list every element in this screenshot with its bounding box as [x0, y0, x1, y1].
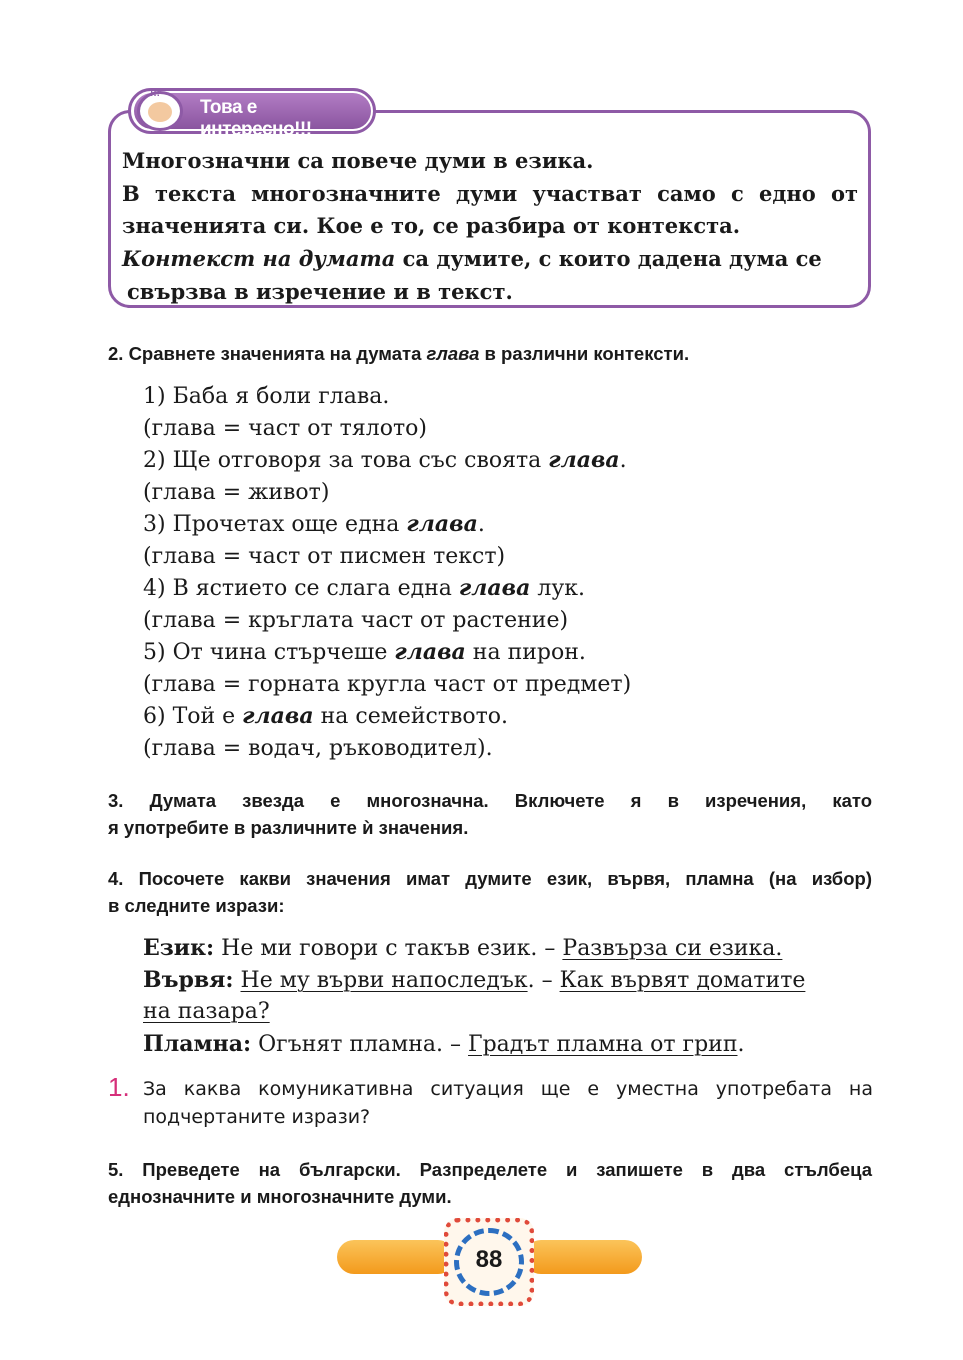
- plamna-text: Огънят пламна. –: [251, 1032, 469, 1057]
- task-2-line: [143, 447, 627, 473]
- task-5-line-1: 5. Преведете на български. Разпределете и запишете в два стълбеца: [108, 1159, 872, 1180]
- info-line-3: значенията си. Кое е то, се разбира от контекста.: [122, 213, 741, 238]
- task-2-heading: [108, 343, 872, 365]
- line-text: (глава = кръглата част от растение): [143, 608, 569, 633]
- question-number: 1.: [108, 1072, 130, 1102]
- line-text-post: на семейството.: [313, 704, 509, 729]
- task-2-line: [143, 543, 505, 569]
- line-keyword: глава: [406, 511, 478, 537]
- varvya-underlined-2: Как вървят доматите: [559, 968, 806, 993]
- task-2-line: [143, 415, 427, 441]
- varvya-underlined-3: на пазара?: [143, 999, 270, 1024]
- task-2-line: [143, 735, 493, 761]
- info-tab-label: Това е интересно!!!: [200, 97, 312, 140]
- line-text: (глава = част от писмен текст): [143, 544, 506, 569]
- question-line-1: За каква комуникативна ситуация ще е уместна употребата на: [143, 1078, 873, 1100]
- info-line-4: [122, 246, 858, 271]
- line-text: (глава = живот): [143, 480, 330, 505]
- plamna-line: [143, 1031, 745, 1057]
- task-2-heading-word: глава: [426, 343, 480, 364]
- plamna-underlined: Градът пламна от грип: [468, 1032, 738, 1057]
- task-2-heading-post: в различни контексти.: [479, 343, 690, 364]
- varvya-dash: . –: [527, 968, 560, 993]
- line-keyword: глава: [394, 639, 466, 665]
- info-line-1: Многозначни са повече думи в езика.: [122, 148, 594, 173]
- footer-bar-right: [524, 1240, 642, 1274]
- task-2-line: [143, 671, 631, 697]
- line-text-post: на пирон.: [465, 640, 586, 665]
- task-5-line-2: еднозначните и многозначните думи.: [108, 1186, 452, 1207]
- line-keyword: глава: [242, 703, 314, 729]
- line-keyword: глава: [458, 575, 531, 601]
- line-text-post: .: [619, 448, 627, 473]
- ezik-line: [143, 935, 782, 961]
- context-term: Контекст на думата: [122, 246, 396, 271]
- footer-bar-left: [337, 1240, 455, 1274]
- varvya-line: [143, 967, 805, 993]
- task-2-line: [143, 575, 585, 601]
- line-text: 2) Ще отговоря за това със своята: [143, 448, 549, 473]
- megaphone-icon: !!!: [137, 91, 183, 131]
- line-text: (глава = горната кругла част от предмет): [143, 672, 632, 697]
- page-number: 88: [475, 1246, 503, 1273]
- ezik-label: Език:: [143, 935, 215, 961]
- task-2-line: [143, 383, 389, 409]
- line-text: (глава = част от тялото): [143, 416, 427, 441]
- task-2-line: [143, 479, 329, 505]
- line-text: 3) Прочетах още една: [143, 512, 407, 537]
- task-3-line-2: я употребите в различните ѝ значения.: [108, 817, 469, 838]
- plamna-end: .: [737, 1032, 745, 1057]
- question-line-2: подчертаните изрази?: [143, 1106, 371, 1128]
- line-text-post: лук.: [530, 576, 586, 601]
- task-2-line: [143, 639, 586, 665]
- line-text: 6) Той е: [143, 704, 243, 729]
- ezik-underlined: Развърза си езика.: [562, 936, 783, 961]
- task-3-line-1: 3. Думата звезда е многозначна. Включете я в изречения, като: [108, 790, 872, 811]
- task-2-line: [143, 511, 485, 537]
- task-2-line: [143, 607, 568, 633]
- line-keyword: глава: [548, 447, 620, 473]
- line-text: 1) Баба я боли глава.: [143, 384, 390, 409]
- task-4-line-2: в следните изрази:: [108, 895, 285, 916]
- info-line-2: В текста многозначните думи участват само с едно от: [122, 181, 858, 206]
- plamna-label: Пламна:: [143, 1031, 252, 1057]
- info-line-4-rest: са думите, с които дадена дума се: [395, 246, 822, 271]
- task-2-heading-pre: 2. Сравнете значенията на думата: [108, 343, 427, 364]
- varvya-line-2: [143, 999, 270, 1024]
- line-text: 5) От чина стърчеше: [143, 640, 395, 665]
- line-text: (глава = водач, ръководител).: [143, 736, 493, 761]
- line-text-post: .: [477, 512, 485, 537]
- varvya-underlined-1: Не му върви напоследък: [240, 968, 528, 993]
- ezik-text: Не ми говори с такъв език. –: [214, 936, 563, 961]
- task-4-line-1: 4. Посочете какви значения имат думите език, вървя, пламна (на избор): [108, 868, 872, 889]
- task-2-line: [143, 703, 508, 729]
- line-text: 4) В ястието се слага една: [143, 576, 459, 601]
- info-line-5: свързва в изречение и в текст.: [127, 279, 513, 304]
- varvya-label: Вървя:: [143, 967, 234, 993]
